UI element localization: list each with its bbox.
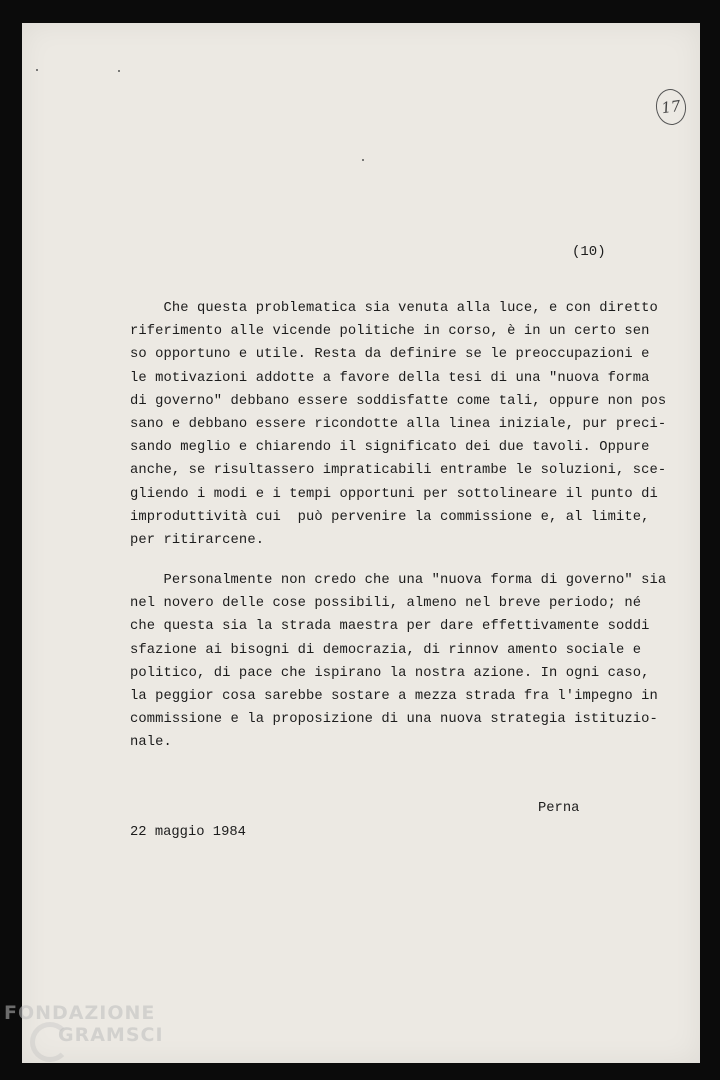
text-line: di governo" debbano essere soddisfatte come tali, oppure non pos xyxy=(130,393,667,409)
text-line: politico, di pace che ispirano la nostra azione. In ogni caso, xyxy=(130,665,650,681)
paper-speck xyxy=(118,70,120,72)
archive-number: 17 xyxy=(660,96,682,118)
paragraph-2 xyxy=(130,569,670,755)
text-line: le motivazioni addotte a favore della tesi di una "nuova forma xyxy=(130,370,650,386)
text-line: so opportuno e utile. Resta da definire se le preoccupazioni e xyxy=(130,347,650,363)
text-line: sano e debbano essere ricondotte alla linea iniziale, pur preci- xyxy=(130,417,667,433)
signature: Perna xyxy=(538,801,580,816)
text-line: improduttività cui può pervenire la commissione e, al limite, xyxy=(130,509,650,525)
archive-number-stamp xyxy=(654,87,689,127)
text-line: nale. xyxy=(130,735,172,751)
text-line: commissione e la proposizione di una nuova strategia istituzio- xyxy=(130,712,658,728)
text-line: che questa sia la strada maestra per dare effettivamente soddi xyxy=(130,619,650,635)
text-line: sando meglio e chiarendo il significato dei due tavoli. Oppure xyxy=(130,440,650,456)
text-line: per ritirarcene. xyxy=(130,533,265,549)
text-line: nel novero delle cose possibili, almeno nel breve periodo; né xyxy=(130,596,642,612)
paragraph-1 xyxy=(130,297,670,552)
watermark-line-1: FONDAZIONE xyxy=(4,1002,156,1024)
text-line: anche, se risultassero impraticabili entrambe le soluzioni, sce- xyxy=(130,463,667,479)
text-line: Che questa problematica sia venuta alla luce, e con diretto xyxy=(130,301,658,316)
watermark-line-2: GRAMSCI xyxy=(58,1024,164,1046)
document-date: 22 maggio 1984 xyxy=(130,825,246,840)
watermark xyxy=(4,1002,164,1046)
text-line: gliendo i modi e i tempi opportuni per sottolineare il punto di xyxy=(130,486,658,502)
text-line: Personalmente non credo che una "nuova forma di governo" sia xyxy=(130,573,667,588)
paper-speck xyxy=(36,69,38,71)
text-line: riferimento alle vicende politiche in corso, è in un certo sen xyxy=(130,324,650,340)
paper-speck xyxy=(362,159,364,161)
text-line: sfazione ai bisogni di democrazia, di rinnov amento sociale e xyxy=(130,642,642,658)
page-number: (10) xyxy=(572,244,606,260)
text-line: la peggior cosa sarebbe sostare a mezza strada fra l'impegno in xyxy=(130,689,658,705)
